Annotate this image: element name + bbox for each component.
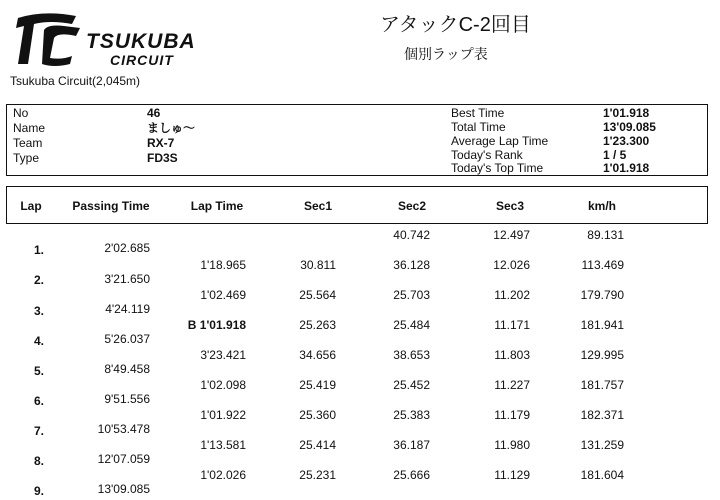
- kmh: 181.604: [580, 468, 624, 482]
- info-value-rank: 1 / 5: [603, 148, 627, 162]
- circuit-name: Tsukuba Circuit(2,045m): [10, 74, 141, 88]
- sec3: 11.202: [494, 288, 530, 302]
- info-label-top-time: Today's Top Time: [451, 161, 544, 175]
- info-value-type: FD3S: [147, 151, 178, 165]
- sec3: 11.179: [494, 408, 530, 422]
- kmh: 179.790: [580, 288, 624, 302]
- sec1: 25.360: [299, 408, 336, 422]
- info-value-top-time: 1'01.918: [603, 161, 650, 175]
- column-header-lap: Lap: [20, 199, 42, 213]
- lap-time: 1'18.965: [200, 258, 246, 272]
- column-header-sec1: Sec1: [303, 199, 333, 213]
- logo-subword: CIRCUIT: [110, 52, 174, 68]
- kmh: 181.941: [580, 318, 624, 332]
- info-value-average-lap: 1'23.300: [603, 134, 650, 148]
- info-label-best-time: Best Time: [451, 106, 505, 120]
- column-header-passing-time: Passing Time: [72, 199, 150, 213]
- lap-time: 1'02.098: [200, 378, 246, 392]
- sec3: 11.129: [494, 468, 530, 482]
- info-label-total-time: Total Time: [451, 120, 506, 134]
- lap-number: 2.: [33, 273, 44, 287]
- column-header-lap-time: Lap Time: [190, 199, 244, 213]
- sec1: 25.564: [299, 288, 336, 302]
- sec3: 12.026: [493, 258, 530, 272]
- passing-time: 12'07.059: [97, 452, 150, 466]
- logo-wordmark: TSUKUBA: [86, 30, 196, 53]
- lap-time: 1'02.026: [200, 468, 246, 482]
- column-header-kmh: km/h: [587, 199, 616, 213]
- sec1: 30.811: [300, 258, 336, 272]
- kmh: 182.371: [580, 408, 624, 422]
- sec1: 34.656: [299, 348, 336, 362]
- lap-number: 5.: [33, 364, 44, 378]
- passing-time: 13'09.085: [97, 482, 150, 496]
- kmh: 113.469: [581, 258, 624, 272]
- lap-number: 9.: [33, 484, 44, 498]
- info-label-no: No: [13, 106, 29, 120]
- passing-time: 2'02.685: [104, 241, 150, 255]
- passing-time: 5'26.037: [104, 332, 150, 346]
- kmh: 129.995: [580, 348, 624, 362]
- sec1: 25.419: [299, 378, 336, 392]
- lap-number: 3.: [33, 304, 44, 318]
- sec3: 11.171: [494, 318, 530, 332]
- lap-number: 1.: [33, 243, 44, 257]
- passing-time: 10'53.478: [97, 422, 150, 436]
- sec3: 11.803: [494, 348, 530, 362]
- column-header-sec2: Sec2: [397, 199, 427, 213]
- lap-number: 7.: [33, 424, 44, 438]
- sec3: 11.980: [494, 438, 530, 452]
- sec1: 25.414: [299, 438, 336, 452]
- lap-time: 1'01.922: [200, 408, 246, 422]
- kmh: 131.259: [580, 438, 624, 452]
- sec2: 25.484: [393, 318, 430, 332]
- passing-time: 9'51.556: [104, 392, 150, 406]
- sec2: 38.653: [393, 348, 430, 362]
- lap-number: 4.: [33, 334, 44, 348]
- column-header-sec3: Sec3: [495, 199, 525, 213]
- info-value-team: RX-7: [147, 136, 175, 150]
- sec2: 25.383: [393, 408, 430, 422]
- info-label-average-lap: Average Lap Time: [451, 134, 549, 148]
- lap-time: 3'23.421: [200, 348, 246, 362]
- lap-time: 1'13.581: [200, 438, 246, 452]
- info-label-team: Team: [13, 136, 43, 150]
- sec2: 36.187: [393, 438, 430, 452]
- passing-time: 3'21.650: [104, 272, 150, 286]
- sec1: 25.231: [299, 468, 336, 482]
- first-kmh: 89.131: [587, 228, 624, 242]
- sec2: 25.452: [393, 378, 430, 392]
- sec2: 25.666: [393, 468, 430, 482]
- kmh: 181.757: [580, 378, 624, 392]
- best-lap-time: B 1'01.918: [187, 318, 246, 332]
- info-label-type: Type: [13, 151, 40, 165]
- info-value-total-time: 13'09.085: [603, 120, 656, 134]
- page-title: アタックC-2回目: [380, 14, 531, 36]
- first-sec2: 40.742: [393, 228, 430, 242]
- page-subtitle: 個別ラップ表: [404, 46, 488, 62]
- info-value-name: ましゅ～: [147, 121, 196, 135]
- passing-time: 4'24.119: [105, 302, 150, 316]
- lap-number: 6.: [33, 394, 44, 408]
- sec2: 25.703: [393, 288, 430, 302]
- sec3: 11.227: [494, 378, 530, 392]
- first-sec3: 12.497: [493, 228, 530, 242]
- passing-time: 8'49.458: [104, 362, 150, 376]
- sec2: 36.128: [393, 258, 430, 272]
- info-value-best-time: 1'01.918: [603, 106, 650, 120]
- sec1: 25.263: [299, 318, 336, 332]
- lap-number: 8.: [33, 454, 44, 468]
- info-label-rank: Today's Rank: [451, 148, 523, 162]
- lap-time: 1'02.469: [200, 288, 246, 302]
- info-value-no: 46: [147, 106, 161, 120]
- info-label-name: Name: [13, 121, 46, 135]
